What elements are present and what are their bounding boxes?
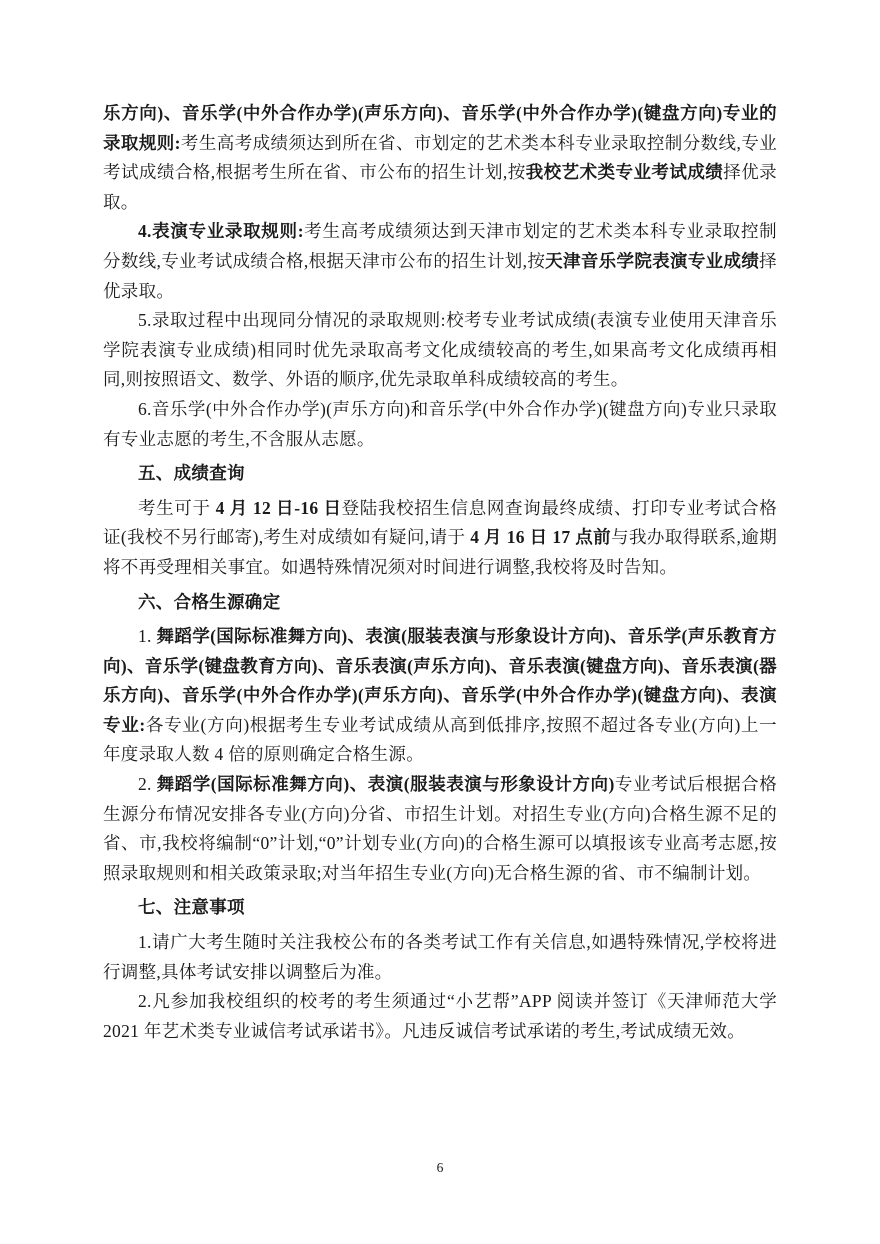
section-heading-score-inquiry <box>103 459 777 489</box>
text-run: 各专业(方向)根据考生专业考试成绩从高到低排序,按照不超过各专业(方向)上一年度录取人数 4 倍的原则确定合格生源。 <box>103 714 777 765</box>
text-run: 2. <box>138 774 157 795</box>
text-run: 1.请广大考生随时关注我校公布的各类考试工作有关信息,如遇特殊情况,学校将进行调整,具体考试安排以调整后为准。 <box>103 932 777 982</box>
document-content <box>103 99 777 1046</box>
paragraph-qualified-source-1 <box>103 622 777 770</box>
text-run: 与我办取得联系,逾期将不再受理相关事宜。如遇特殊情况须对时间进行调整,我校将及时告知。 <box>103 527 778 577</box>
text-run: 专业考试后根据合格生源分布情况安排各专业(方向)分省、市招生计划。对招生专业(方向)合格生源不足的省、市,我校将编制“0”计划,“0”计划专业(方向)的合格生源可以填报该专业高考志愿,按照录取规则和相关政策录取;对当年招生专业(方向)无合格生源的省、市不编制计划。 <box>103 774 777 883</box>
heading-text: 七、注意事项 <box>138 897 245 918</box>
text-run-bold: 舞蹈学(国际标准舞方向)、表演(服装表演与形象设计方向) <box>156 774 615 795</box>
paragraph-volunteer-only-rule <box>103 395 777 454</box>
page-number: 6 <box>436 1160 444 1175</box>
text-run-bold: 4 月 12 日-16 日 <box>215 497 342 518</box>
paragraph-note-2 <box>103 987 777 1046</box>
text-run: 择优录取。 <box>103 250 777 301</box>
section-heading-qualified-source <box>103 588 777 618</box>
paragraph-note-1 <box>103 928 777 987</box>
heading-text: 五、成绩查询 <box>138 463 245 484</box>
text-run: 1. <box>138 626 157 647</box>
text-run: 考生可于 <box>138 497 216 518</box>
text-run-bold: 舞蹈学(国际标准舞方向)、表演(服装表演与形象设计方向)、音乐学(声乐教育方向)、音乐学(键盘教育方向)、音乐表演(声乐方向)、音乐表演(键盘方向)、音乐表演(器乐方向)、音乐学(中外合作办学)(声乐方向)、音乐学(中外合作办学)(键盘方向)、表演专业: <box>103 626 777 735</box>
text-run: 6.音乐学(中外合作办学)(声乐方向)和音乐学(中外合作办学)(键盘方向)专业只录取有专业志愿的考生,不含服从志愿。 <box>103 398 777 449</box>
paragraph-tie-break-rule <box>103 306 777 395</box>
paragraph-performance-rule <box>103 217 777 306</box>
text-run: 择优录取。 <box>103 162 777 212</box>
text-run-bold: 4.表演专业录取规则: <box>138 221 304 242</box>
section-heading-notes <box>103 893 777 923</box>
text-run: 登陆我校招生信息网查询最终成绩、打印专业考试合格证(我校不另行邮寄),考生对成绩如有疑问,请于 <box>103 497 777 548</box>
text-run: 考生高考成绩须达到天津市划定的艺术类本科专业录取控制分数线,专业考试成绩合格,根据天津市公布的招生计划,按 <box>103 221 777 271</box>
text-run-bold: 我校艺术类专业考试成绩 <box>525 162 724 183</box>
text-run: 5.录取过程中出现同分情况的录取规则:校考专业考试成绩(表演专业使用天津音乐学院表演专业成绩)相同时优先录取高考文化成绩较高的考生,如果高考文化成绩再相同,则按照语文、数学、外语的顺序,优先录取单科成绩较高的考生。 <box>103 310 777 390</box>
text-run: 考生高考成绩须达到所在省、市划定的艺术类本科专业录取控制分数线,专业考试成绩合格,根据考生所在省、市公布的招生计划,按 <box>103 132 777 183</box>
text-run-bold: 乐方向)、音乐学(中外合作办学)(声乐方向)、音乐学(中外合作办学)(键盘方向)专业的录取规则: <box>103 103 777 153</box>
paragraph-music-rule-continued <box>103 99 777 217</box>
paragraph-qualified-source-2 <box>103 770 777 888</box>
text-run-bold: 4 月 16 日 17 点前 <box>470 527 612 548</box>
heading-text: 六、合格生源确定 <box>138 591 281 612</box>
page-footer <box>0 1160 880 1176</box>
text-run-bold: 天津音乐学院表演专业成绩 <box>545 250 760 271</box>
text-run: 2.凡参加我校组织的校考的考生须通过“小艺帮”APP 阅读并签订《天津师范大学 2021 年艺术类专业诚信考试承诺书》。凡违反诚信考试承诺的考生,考试成绩无效。 <box>103 991 777 1041</box>
paragraph-score-inquiry <box>103 494 777 583</box>
